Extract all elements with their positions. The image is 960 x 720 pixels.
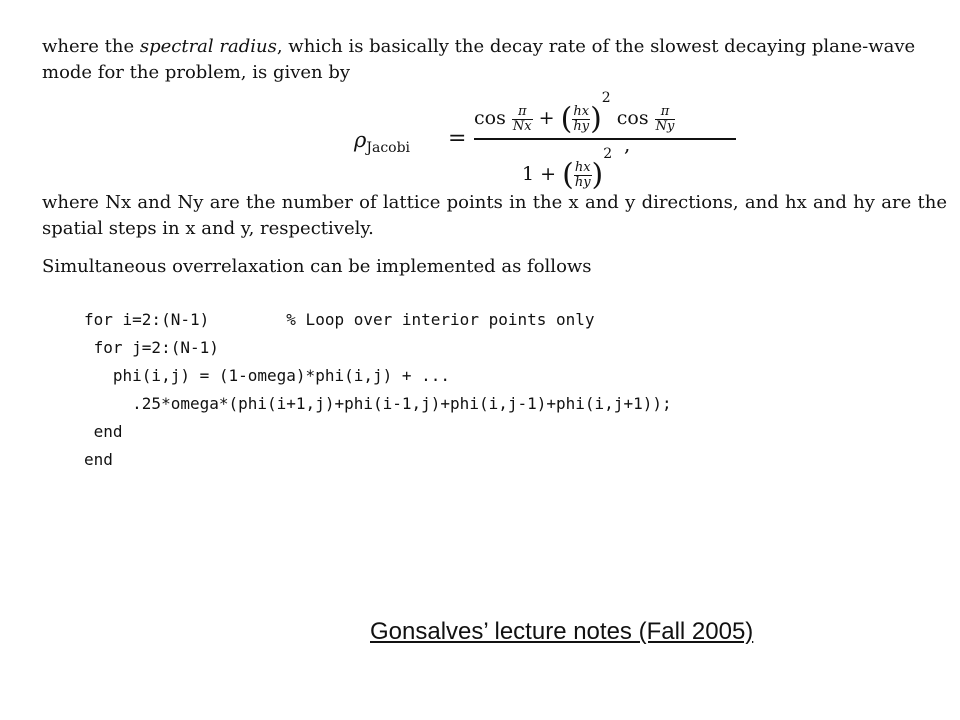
equation-lhs: $\rho_{Jacobi}$ bbox=[354, 128, 411, 157]
intro-suffix: , which is basically the decay rate of the slowest decaying plane-wave mode for the problem, is given by bbox=[42, 36, 916, 83]
code-block bbox=[84, 306, 672, 474]
code-line: end bbox=[84, 422, 123, 441]
fraction-bar bbox=[474, 138, 736, 140]
intro-prefix: where the bbox=[42, 36, 135, 57]
equation-numerator: cos $\frac{\pi}{Nx}$ + ( $\frac{hx}{hy}$ )$^2$ cos $\frac{\pi}{Ny}$ bbox=[474, 90, 675, 137]
implementation-intro: Simultaneous overrelaxation can be implemented as follows bbox=[42, 256, 592, 277]
equation-equals: = bbox=[448, 126, 467, 151]
code-line: for j=2:(N-1) bbox=[84, 338, 219, 357]
code-line: phi(i,j) = (1-omega)*phi(i,j) + ... bbox=[84, 366, 451, 385]
intro-paragraph bbox=[42, 34, 947, 86]
equation-denominator: 1 + ( $\frac{hx}{hy}$ )$^2$ bbox=[522, 146, 613, 193]
equation-comma: , bbox=[624, 132, 631, 156]
source-citation: Gonsalves’ lecture notes (Fall 2005) bbox=[370, 618, 754, 645]
spectral-radius-equation bbox=[354, 88, 675, 193]
definition-paragraph: where Nx and Ny are the number of lattice points in the x and y directions, and hx and hy are the spatial steps in x and y, respectively. bbox=[42, 192, 947, 239]
code-line: for i=2:(N-1) % Loop over interior points only bbox=[84, 310, 595, 329]
intro-emphasis: spectral radius bbox=[139, 36, 277, 57]
code-line: .25*omega*(phi(i+1,j)+phi(i-1,j)+phi(i,j-1)+phi(i,j+1)); bbox=[84, 394, 672, 413]
code-line: end bbox=[84, 450, 113, 469]
